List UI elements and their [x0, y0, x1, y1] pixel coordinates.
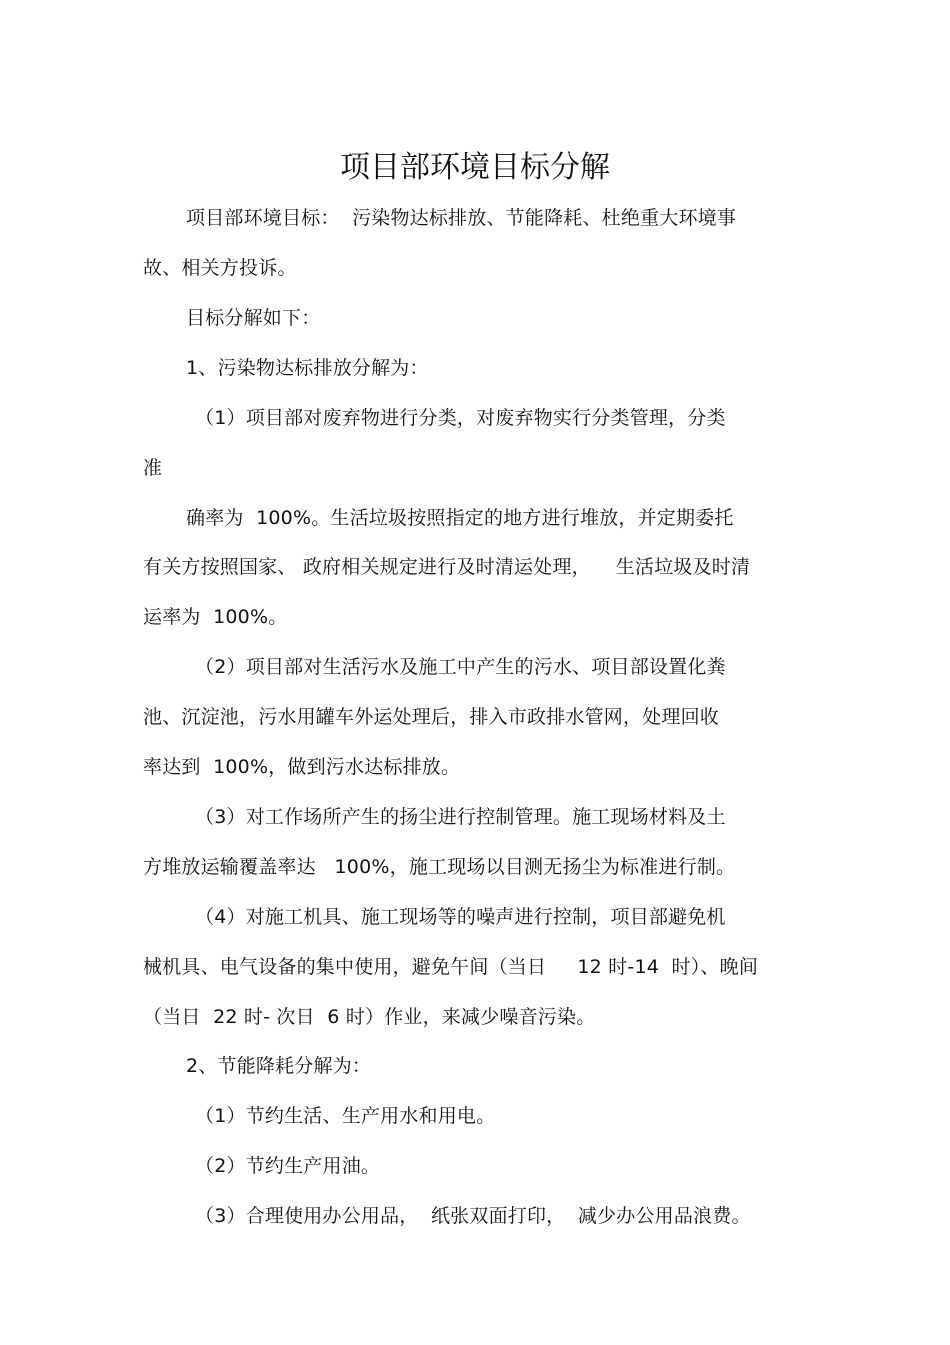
paragraph-line: 2、节能降耗分解为： — [186, 1055, 372, 1077]
paragraph-line: （3）对工作场所产生的扬尘进行控制管理。施工现场材料及土 — [195, 806, 726, 828]
paragraph-line: 目标分解如下： — [186, 307, 321, 329]
paragraph-line: 械机具、电气设备的集中使用，避免午间（当日 12 时-14 时）、晚间 — [143, 956, 759, 978]
paragraph-line: 项目部环境目标： 污染物达标排放、节能降耗、杜绝重大环境事 — [186, 207, 737, 229]
paragraph-line: 方堆放运输覆盖率达 100%，施工现场以目测无扬尘为标准进行制。 — [143, 856, 736, 878]
paragraph-line: 确率为 100%。生活垃圾按照指定的地方进行堆放，并定期委托 — [186, 507, 734, 529]
paragraph-line: （2）节约生产用油。 — [195, 1155, 381, 1177]
paragraph-line: 故、相关方投诉。 — [143, 257, 297, 279]
paragraph-line: 运率为 100%。 — [143, 606, 288, 628]
paragraph-line: （1）项目部对废弃物进行分类，对废弃物实行分类管理，分类 — [195, 407, 726, 429]
paragraph-line: 率达到 100%，做到污水达标排放。 — [143, 756, 461, 778]
paragraph-line: 有关方按照国家、 政府相关规定进行及时清运处理， 生活垃圾及时清 — [143, 556, 751, 578]
paragraph-line: （1）节约生活、生产用水和用电。 — [195, 1105, 496, 1127]
paragraph-line: （当日 22 时- 次日 6 时）作业，来减少噪音污染。 — [143, 1006, 596, 1028]
paragraph-line: （2）项目部对生活污水及施工中产生的污水、项目部设置化粪 — [195, 656, 726, 678]
document-title: 项目部环境目标分解 — [340, 150, 610, 185]
paragraph-line: 池、沉淀池，污水用罐车外运处理后，排入市政排水管网，处理回收 — [143, 706, 720, 728]
paragraph-line: 1、污染物达标排放分解为： — [186, 357, 429, 379]
paragraph-line: （3）合理使用办公用品， 纸张双面打印， 减少办公用品浪费。 — [195, 1205, 751, 1227]
paragraph-line: （4）对施工机具、施工现场等的噪声进行控制，项目部避免机 — [195, 906, 726, 928]
paragraph-line: 准 — [143, 457, 163, 479]
